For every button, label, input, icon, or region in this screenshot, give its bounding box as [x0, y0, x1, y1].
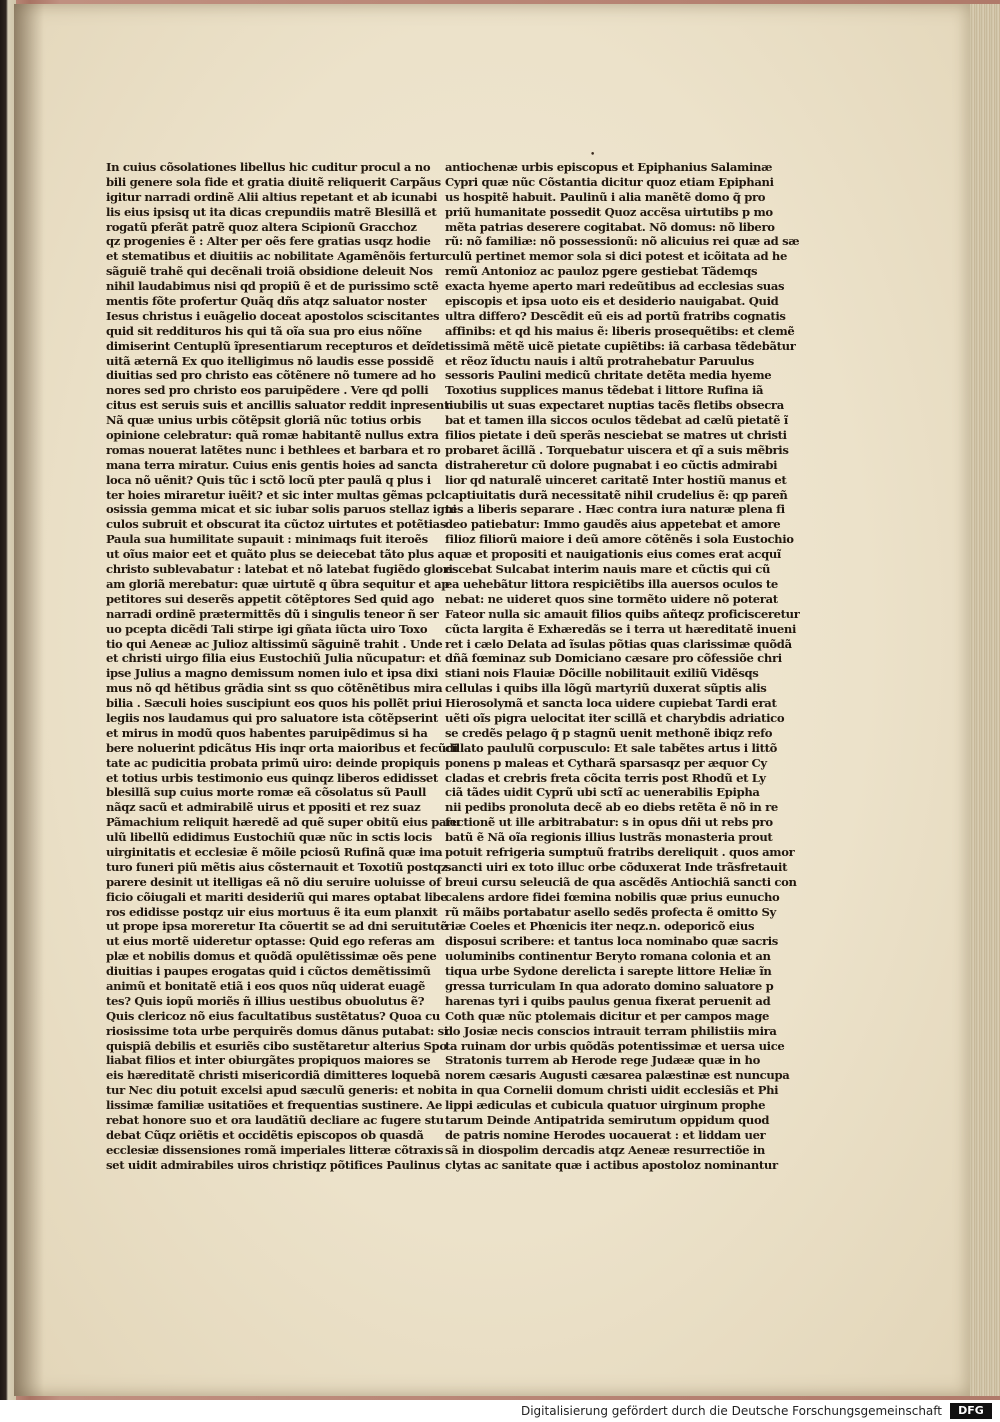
text-line: batũ ẽ Nã oĩa regionis illius lustrãs monasteria prout	[445, 830, 773, 845]
text-line: cellulas i quibs illa lõgũ martyriũ duxerat sũptis alis	[445, 681, 767, 696]
text-line: ta ruinam dor urbis quõdãs potentissimæ et uersa uice	[445, 1038, 785, 1053]
text-line: uo pcepta dicẽdi Tali stirpe igi gñata iũcta uiro Toxo	[106, 621, 428, 636]
text-line: ter hoies miraretur iuẽit? et sic inter multas gẽmas pcl	[106, 487, 445, 502]
text-line: animũ et bonitatẽ etiã i eos quos nũq uiderat euagẽ	[106, 978, 426, 993]
text-line: eis hæreditatẽ christi misericordiã dimitteres loquebã	[106, 1068, 441, 1083]
text-line: legiis nos laudamus qui pro saluatore ista cõtẽpserint	[106, 710, 438, 725]
text-line: escebat Sulcabat interim nauis mare et cũctis qui cũ	[445, 562, 771, 577]
text-line: lissimæ familiæ usitatiões et frequentias sustinere. Ae	[106, 1098, 443, 1113]
footer-bar	[0, 1400, 1000, 1422]
text-line: igitur narradi ordinẽ Alii altius repetant et ab icunabi	[106, 189, 437, 204]
text-line: tiqua urbe Sydone derelicta i sarepte littore Heliæ ĩn	[445, 964, 772, 979]
page-stack-edge	[969, 4, 1000, 1396]
text-line: harenas tyri i quibs paulus genua fixerat peruenit ad	[445, 993, 771, 1008]
text-line: sãguiẽ trahẽ qui decẽnali troiã obsidione deleuit Nos	[106, 264, 433, 279]
text-line: mẽta patrias deserere cogitabat. Nõ domus: nõ libero	[445, 219, 775, 234]
text-line: osissia gemma micat et sic iubar solis paruos stellaz igni	[106, 502, 457, 517]
text-line: et totius urbis testimonio eus quinqz liberos edidisset	[106, 770, 438, 785]
text-line: ciã tãdes uidit Cyprũ ubi sctĩ ac uenerabilis Epipha	[445, 785, 760, 800]
text-line: ut oĩus maior eet et quãto plus se deiecebat tãto plus a	[106, 547, 445, 562]
text-line: nubilis ut suas expectaret nuptias tacẽs fletibs obsecra	[445, 398, 784, 413]
text-line: qz progenies ẽ : Alter per oẽs fere gratias usqz hodie	[106, 234, 431, 249]
text-line: Fateor nulla sic amauit filios quibs añteqz proficisceretur	[445, 606, 800, 621]
text-line: bili genere sola fide et gratia diuitẽ reliquerit Carpãus	[106, 174, 441, 189]
text-line: antiochenæ urbis episcopus et Epiphanius Salaminæ	[445, 160, 773, 174]
text-line: sessoris Paulini medicũ chritate detẽta media hyeme	[445, 368, 772, 383]
text-line: uoluminibs continentur Beryto romana colonia et an	[445, 949, 771, 964]
text-line: probaret ãcillã . Torquebatur uiscera et qĩ a suis mẽbris	[445, 442, 789, 457]
text-line: parere desinit ut itelligas eã nõ diu seruire uoluisse of	[106, 874, 441, 889]
text-line: ulũ libellũ edidimus Eustochiũ quæ nũc in sctis locis	[106, 830, 432, 845]
text-line: sã in diospolim dercadis atqz Aeneæ resurrectiõe in	[445, 1142, 765, 1157]
text-line: mus nõ qd hẽtibus grãdia sint ss quo cõtẽnẽtibus mira	[106, 681, 443, 696]
text-line: rebat honore suo et ora laudãtiũ decliare ac fugere stu	[106, 1113, 444, 1127]
text-line: petitores sui deserẽs appetit cõtẽptores Sed quid ago	[106, 591, 435, 606]
text-line: opinione celebratur: quã romæ habitantẽ nullus extra	[106, 428, 439, 443]
text-line: potuit refrigeria sumptuũ fratribs dereliquit . quos amor	[445, 844, 795, 859]
text-line: captiuitatis durã necessitatẽ nihil crudelius ẽ: qp pareñ	[445, 487, 788, 502]
text-line: Stratonis turrem ab Herode rege Judææ quæ in ho	[445, 1053, 760, 1068]
text-line: norem cæsaris Augusti cæsarea palæstinæ est nuncupa	[445, 1068, 790, 1083]
text-line: Quis clericoz nõ eius facultatibus sustẽtatus? Quoa cu	[106, 1008, 440, 1023]
text-line: narradi ordinẽ prætermittẽs dũ i singulis teneor ñ ser	[106, 606, 439, 621]
text-line: tur Nec diu potuit excelsi apud sæculũ generis: et nobi	[106, 1083, 445, 1098]
text-line: culos subruit et obscurat ita cũctoz uirtutes et potẽtias	[106, 517, 446, 532]
text-line: breui cursu seleuciã de qua ascẽdẽs Antiochiã sancti con	[445, 874, 797, 889]
text-line: et rẽoz ĩductu nauis i altũ protrahebatur Paruulus	[445, 353, 754, 368]
text-line: uẽti oĩs pigra uelocitat iter scillã et charybdis adriatico	[445, 710, 785, 725]
text-line: Toxotius supplices manus tẽdebat i littore Rufina iã	[445, 383, 764, 398]
text-line: dimiserint Centuplũ ĩpresentiarum recepturos et deĩde	[106, 338, 446, 353]
text-line: bere noluerint pdicãtus His inqr orta maioribus et fecũdi	[106, 740, 458, 755]
text-line: filios pietate i deũ sperãs nesciebat se matres ut christi	[445, 428, 787, 443]
text-line: uirginitatis et ecclesiæ ẽ mõile pciosũ Rufinã quæ ima	[106, 844, 443, 859]
text-line: diuitias i paupes erogatas quid i cũctos demẽtissimũ	[106, 964, 431, 979]
text-line: mana terra miratur. Cuius enis gentis hoies ad sancta	[106, 457, 438, 472]
text-line: priũ humanitate possedit Quoz accẽsa uirtutibs p mo	[445, 204, 773, 219]
printer-mark: •	[590, 150, 596, 160]
text-line: tarum Deinde Antipatrida semirutum oppidum quod	[445, 1113, 770, 1127]
text-line: mentis fõte profertur Quãq dñs atqz saluator noster	[106, 294, 427, 309]
text-line: citus est seruis suis et ancillis saluator reddit inpresenti	[106, 398, 454, 413]
text-line: ut prope ipsa moreretur Ita cõuertit se ad dni seruitutẽ	[106, 919, 448, 934]
text-line: ecclesiæ dissensiones romã imperiales litteræ cõtraxis	[106, 1142, 444, 1157]
text-line: Coth quæ nũc ptolemais dicitur et per campos mage	[445, 1008, 769, 1023]
text-line: calens ardore fidei fœmina nobilis quæ prius eunucho	[445, 889, 780, 904]
text-line: nebat: ne uideret quos sine tormẽto uidere nõ poterat	[445, 591, 778, 606]
text-line: tes a liberis separare . Hæc contra iura naturæ plena fi	[445, 502, 785, 517]
text-line: tate ac pudicitia probata primũ uiro: deinde propiquis	[106, 755, 440, 770]
text-line: ut eius mortẽ uideretur optasse: Quid ego referas am	[106, 934, 435, 949]
text-line: ultra differo? Descẽdit eũ eis ad portũ fratribs cognatis	[445, 308, 786, 323]
text-line: ficio cõiugali et mariti desideriũ qui mares optabat libe	[106, 889, 448, 904]
text-line: ea uehebãtur littora respiciẽtibs illa auersos oculos te	[445, 576, 778, 591]
text-line: tio qui Aeneæ ac Julioz altissimũ sãguinẽ trahit . Unde	[106, 636, 443, 651]
text-line: am gloriã merebatur: quæ uirtutẽ q ũbra sequitur et ap	[106, 576, 450, 591]
text-line: nãqz sacũ et admirabilẽ uirus et ppositi et rez suaz	[106, 800, 421, 815]
text-line: tes? Quis iopũ moriẽs ñ illius uestibus obuolutus ẽ?	[106, 993, 425, 1008]
text-line: uitã æternã Ex quo itelligimus nõ laudis esse possidẽ	[106, 353, 434, 368]
text-line: Nã quæ unius urbis cõtẽpsit gloriã nũc totius orbis	[106, 413, 421, 428]
text-line: ros edidisse postqz uir eius mortuus ẽ ita eum planxit	[106, 904, 438, 919]
text-line: quid sit reddituros his qui tã oĩa sua pro eius nõĩne	[106, 323, 422, 338]
text-line: In cuius cõsolationes libellus hic cuditur procul a no	[106, 160, 431, 174]
text-line: diuitias sed pro christo eas cõtẽnere nõ tumere ad ho	[106, 368, 436, 383]
text-line: ret i cælo Delata ad ĩsulas põtias quas clarissimæ quõdã	[445, 636, 792, 651]
text-line: riosissime tota urbe perquirẽs domus dãnus putabat: si	[106, 1023, 448, 1038]
text-line: lior qd naturalẽ uinceret caritatẽ Inter hostiũ manus et	[445, 472, 787, 487]
text-line: Hierosolymã et sancta loca uidere cupiebat Tardi erat	[445, 696, 777, 711]
text-line: clytas ac sanitate quæ i actibus apostoloz nominantur	[445, 1157, 778, 1172]
text-line: turo funeri piũ mẽtis aius cõsternauit et Toxotiũ postqz	[106, 859, 448, 874]
text-line: filioz filiorũ maiore i deũ amore cõtẽnẽs i sola Eustochio	[445, 532, 794, 547]
text-line: Pãmachium reliquit hæredẽ ad quẽ super obitũ eius paru	[106, 815, 460, 830]
text-line: quispiã debilis et esuriẽs cibo sustẽtaretur alterius Spo	[106, 1038, 447, 1053]
text-line: us hospitẽ habuit. Paulinũ i alia manẽtẽ domo q̃ pro	[445, 189, 766, 204]
text-line: nihil laudabimus nisi qd propiũ ẽ et de purissimo sctẽ	[106, 279, 439, 294]
text-line: sancti uiri ex toto illuc orbe cõduxerat Inde trãsfretauit	[445, 859, 788, 874]
dfg-logo: DFG	[950, 1403, 992, 1419]
text-line: se credẽs pelago q̃ p stagnũ uenit methonẽ ibiqz refo	[445, 725, 773, 740]
text-line: dñã fœminaz sub Domiciano cæsare pro cõfessiõe chri	[445, 651, 782, 666]
text-line: romas nouerat latẽtes nunc i bethlees et barbara et ro	[106, 442, 441, 457]
text-line: bilia . Sæculi hoies suscipiunt eos quos his pollẽt priui	[106, 696, 442, 711]
text-line: exacta hyeme aperto mari redeũtibus ad ecclesias suas	[445, 279, 785, 294]
text-line: rũ mãibs portabatur asello sedẽs profecta ẽ omitto Sy	[445, 904, 776, 919]
text-line: ponens p maleas et Cytharã sparsasqz per æquor Cy	[445, 755, 767, 770]
text-line: debat Cũqz oriẽtis et occidẽtis episcopos ob quasdã	[106, 1127, 424, 1142]
text-line: gressa turriculam In qua adorato domino saluatore p	[445, 978, 774, 993]
text-line: blesillã sup cuius morte romæ eã cõsolatus sũ Paull	[106, 785, 427, 800]
text-line: et mirus in modũ quos habentes paruipẽdimus si ha	[106, 725, 428, 740]
left-text-column	[106, 160, 460, 1173]
text-line: do Josiæ necis conscios intrauit terram philistiis mira	[445, 1023, 777, 1038]
text-line: nores sed pro christo eos paruipẽdere . Vere qd polli	[106, 383, 429, 398]
text-line: ipse Julius a magno demissum nomen iulo et ipsa dixi	[106, 666, 439, 681]
footer-credit-text: Digitalisierung gefördert durch die Deutsche Forschungsgemeinschaft	[520, 1404, 942, 1418]
text-line: lippi ædiculas et cubicula quatuor uirginum prophe	[445, 1098, 766, 1113]
text-line: affinibs: et qd his maius ẽ: liberis prosequẽtibs: et clemẽ	[445, 323, 795, 338]
text-line: episcopis et ipsa uoto eis et desiderio nauigabat. Quid	[445, 294, 779, 309]
text-line: rogatũ pferãt patrẽ quoz altera Scipionũ Gracchoz	[106, 219, 417, 234]
text-line: de patris nomine Herodes uocauerat : et liddam uer	[445, 1127, 766, 1142]
text-line: cũcta largita ẽ Exhæredãs se i terra ut hæreditatẽ inueni	[445, 621, 797, 636]
text-line: plæ et nobilis domus et quõdã opulẽtissimæ oẽs pene	[106, 949, 437, 964]
text-line: christo sublevabatur : latebat et nõ latebat fugiẽdo glori	[106, 562, 453, 577]
text-line: et christi uirgo filia eius Eustochiũ Julia nũcupatur: et	[106, 651, 441, 666]
text-line: disposui scribere: et tantus loca nominabo quæ sacris	[445, 934, 778, 949]
text-line: deo patiebatur: Immo gaudẽs aius appetebat et amore	[445, 517, 781, 532]
text-line: nii pedibs pronoluta decẽ ab eo diebs retẽta ẽ nõ in re	[445, 800, 778, 815]
text-line: quæ et propositi et nauigationis eius comes erat acquĩ	[445, 547, 781, 562]
text-line: Paula sua humilitate supauit : minimaqs fuit iteroẽs	[106, 532, 428, 547]
text-line: distraheretur cũ dolore pugnabat i eo cũctis admirabi	[445, 457, 778, 472]
text-line: Cypri quæ nũc Cõstantia dicitur quoz etiam Epiphani	[445, 174, 774, 189]
text-line: set uidit admirabiles uiros christiqz põtifices Paulinus	[106, 1157, 440, 1172]
right-text-column	[445, 160, 800, 1173]
text-line: fectionẽ ut ille arbitrabatur: s in opus dñi ut rebs pro	[445, 815, 773, 830]
text-line: loca nõ uẽnit? Quis tũc i sctõ locũ pter paulã q plus i	[106, 472, 431, 487]
text-line: remũ Antonioz ac pauloz pgere gestiebat Tãdemqs	[445, 264, 758, 279]
text-line: riæ Coeles et Phœnicis iter neqz.n. odeporicõ eius	[445, 919, 755, 934]
text-line: liabat filios et inter obiurgãtes propiquos maiores se	[106, 1053, 431, 1068]
text-line: rũ: nõ familiæ: nõ possessionũ: nõ alicuius rei quæ ad sæ	[445, 234, 800, 249]
text-line: lis eius ipsisq ut ita dicas crepundiis matrẽ Blesillã et	[106, 204, 437, 219]
text-line: stiani nois Flauiæ Dõcille nobilitauit exiliũ Vidẽsqs	[445, 666, 759, 681]
text-line: cladas et crebris freta cõcita terris post Rhodũ et Ly	[445, 770, 766, 785]
text-line: bat et tamen illa siccos oculos tẽdebat ad cælũ pietatẽ ĩ	[445, 413, 788, 428]
text-line: cillato paululũ corpusculo: Et sale tabẽtes artus i littõ	[445, 740, 778, 755]
text-line: culũ pertinet memor sola si dici potest et icõitata ad he	[445, 249, 788, 264]
text-line: ta in qua Cornelii domum christi uidit ecclesiãs et Phi	[445, 1083, 779, 1098]
text-line: tissimã mẽtẽ uicẽ pietate cupiẽtibs: iã carbasa tẽdebãtur	[445, 338, 796, 353]
text-line: et stematibus et diuitiis ac nobilitate Agamẽnõis fertur	[106, 249, 446, 264]
text-line: Iesus christus i euãgelio doceat apostolos sciscitantes	[106, 308, 440, 323]
gutter-shadow	[14, 4, 44, 1396]
